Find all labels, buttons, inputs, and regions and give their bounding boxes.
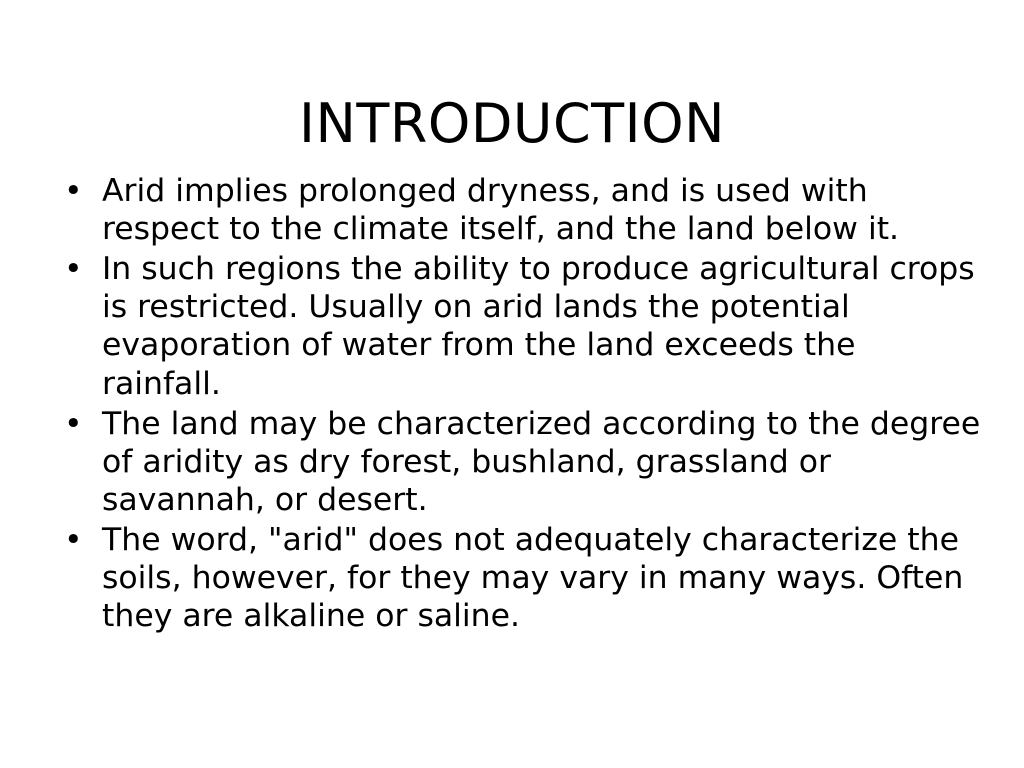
list-item — [52, 405, 982, 519]
page-title: INTRODUCTION — [299, 92, 725, 156]
bullet-marker-icon: • — [64, 173, 83, 209]
bullet-marker-icon: • — [64, 521, 83, 558]
bullet-list — [52, 172, 982, 637]
list-item — [52, 172, 982, 248]
list-item-text: The land may be characterized according to the degree of aridity as dry forest, bushland, grassland or savannah, or desert. — [102, 405, 981, 518]
list-item-text: Arid implies prolonged dryness, and is used with respect to the climate itself, and the land below it. — [102, 173, 900, 248]
bullet-marker-icon: • — [64, 405, 83, 442]
list-item-text: The word, "arid" does not adequately characterize the soils, however, for they may vary in many ways. Often they are alkaline or saline. — [102, 521, 964, 635]
list-item — [52, 250, 982, 402]
list-item-text: In such regions the ability to produce agricultural crops is restricted. Usually on arid lands the potential evaporation of water from the land exceeds the rainfall. — [102, 251, 975, 402]
bullet-marker-icon: • — [64, 251, 83, 288]
list-item — [52, 521, 982, 635]
